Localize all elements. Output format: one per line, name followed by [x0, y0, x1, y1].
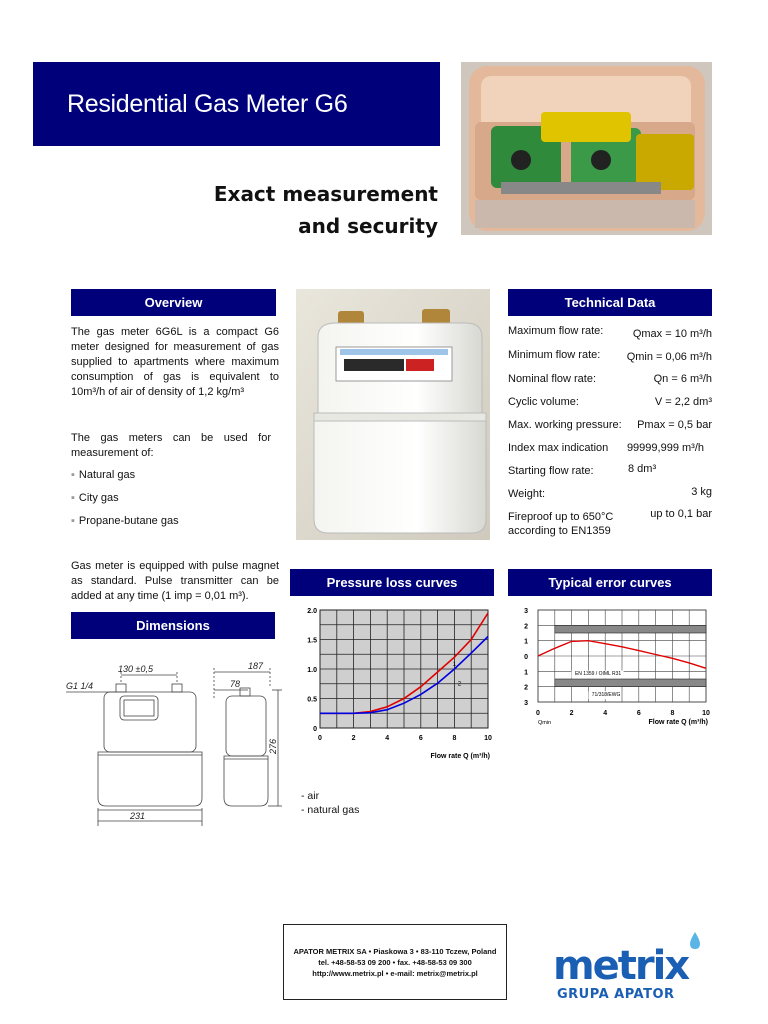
list-item-label: Natural gas — [78, 469, 136, 481]
logo-subtitle: GRUPA APATOR — [557, 987, 675, 1002]
page-title: Residential Gas Meter G6 — [67, 90, 348, 118]
droplet-icon — [690, 932, 700, 949]
overview-paragraph-3: Gas meter is equipped with pulse magnet as standard. Pulse transmitter can be added at any time (1 imp = 0,01 m³). — [71, 560, 279, 602]
y-tick-label: 3 — [524, 608, 528, 615]
overview-paragraph-2: The gas meters can be used for measurement of: — [71, 432, 271, 459]
error-curves-chart — [514, 604, 714, 734]
list-item: ▪ Natural gas — [71, 469, 136, 481]
row-label: Maximum flow rate: — [508, 325, 604, 337]
row-label: Fireproof up to 650°C according to EN1359 — [508, 511, 614, 537]
address-line-2: tel. +48-58-53 09 200 • fax. +48-58-53 09 300 — [318, 958, 472, 967]
overview-paragraph-1: The gas meter 6G6L is a compact G6 meter designed for measurement of gas supplied to apartments where maximum consumption of gas is equivalent to 10m³/h of air of density of 1,2 kg/m³ — [71, 326, 279, 398]
pressure-loss-chart — [296, 602, 500, 772]
dimensions-heading: Dimensions — [71, 612, 275, 639]
annotation-label: EN 1359 / OIML R31 — [574, 670, 622, 677]
meter-cutaway-illustration — [461, 62, 712, 235]
row-label: Minimum flow rate: — [508, 349, 601, 361]
dim-187-label: 187 — [248, 661, 264, 671]
annotation-label: 71/318/EWG — [591, 692, 621, 699]
technical-data-table — [508, 324, 712, 544]
y-tick-label: 2 — [524, 623, 528, 631]
annotation-label: 2 — [457, 681, 462, 688]
row-value: 99999,999 m³/h — [626, 442, 704, 454]
row-value: Qmin = 0,06 m³/h — [626, 351, 712, 363]
x-axis-label: Flow rate Q (m³/h) — [430, 753, 490, 760]
y-tick-label: 1.5 — [307, 637, 317, 645]
tolerance-band — [555, 625, 706, 633]
x-tick-label: 4 — [603, 710, 608, 717]
x-tick-label: 8 — [452, 735, 457, 742]
dim-78-label: 78 — [230, 679, 241, 689]
title-banner — [33, 62, 440, 146]
x-tick-label: 0 — [536, 710, 540, 717]
row-value: 3 kg — [691, 486, 712, 498]
tagline — [214, 178, 438, 242]
error-curves-heading: Typical error curves — [508, 569, 712, 596]
legend-natural-gas: - natural gas — [301, 804, 360, 816]
y-tick-label: 0.5 — [307, 696, 317, 704]
list-item-label: Propane-butane gas — [78, 515, 179, 527]
tolerance-band — [555, 679, 706, 687]
x-tick-label: 10 — [484, 735, 492, 742]
y-tick-label: 0 — [524, 654, 528, 661]
address-box — [283, 924, 507, 1000]
y-tick-label: 3 — [524, 700, 528, 707]
y-tick-label: 1 — [524, 669, 528, 677]
x-axis-label: Flow rate Q (m³/h) — [648, 719, 708, 726]
pressure-loss-svg — [296, 602, 500, 772]
x-tick-label: 6 — [418, 735, 423, 742]
row-label: Starting flow rate: — [508, 465, 594, 477]
row-value: Pmax = 0,5 bar — [637, 419, 712, 431]
y-tick-label: 2 — [524, 684, 528, 692]
row-value: Qmax = 10 m³/h — [632, 328, 712, 340]
x-tick-label: 10 — [702, 710, 710, 717]
row-value: Qn = 6 m³/h — [653, 373, 712, 385]
y-tick-label: 1.0 — [307, 667, 317, 674]
annotation-label: Qmin — [538, 720, 552, 726]
row-label: Cyclic volume: — [508, 396, 579, 408]
tagline-line1: Exact measurement — [213, 182, 438, 206]
address-line-1: APATOR METRIX SA • Piaskowa 3 • 83-110 Tczew, Poland — [293, 947, 497, 956]
pressure-loss-heading: Pressure loss curves — [290, 569, 494, 596]
row-value: V = 2,2 dm³ — [654, 396, 712, 408]
list-item-label: City gas — [78, 492, 119, 504]
dim-g-label: G1 1/4 — [66, 681, 94, 691]
technical-data-heading: Technical Data — [508, 289, 712, 316]
overview-heading: Overview — [71, 289, 276, 316]
x-tick-label: 2 — [351, 735, 356, 742]
metrix-logo-svg — [553, 930, 713, 1002]
meter-photo — [296, 289, 490, 540]
list-item: ▪ Propane-butane gas — [71, 515, 179, 527]
row-label: Weight: — [508, 488, 546, 500]
x-tick-label: 8 — [670, 710, 675, 717]
row-value: 8 dm³ — [628, 463, 657, 475]
y-tick-label: 0 — [313, 726, 317, 733]
row-value: up to 0,1 bar — [650, 508, 712, 520]
dimension-drawing-svg — [64, 658, 290, 828]
error-curves-svg — [514, 604, 714, 734]
gas-meter-illustration — [296, 289, 490, 540]
x-tick-label: 6 — [636, 710, 641, 717]
tagline-line2: and security — [298, 214, 438, 238]
dim-130-label: 130 ±0,5 — [118, 664, 153, 674]
address-line-3: http://www.metrix.pl • e-mail: metrix@metrix.pl — [312, 969, 478, 978]
dimensions-drawing — [64, 658, 290, 828]
metrix-logo — [553, 930, 713, 1002]
gas-type-list — [71, 468, 271, 529]
meter-cutaway-image — [461, 62, 712, 235]
x-tick-label: 0 — [318, 735, 322, 742]
row-label: Index max indication — [508, 442, 609, 454]
annotation-label: 1 — [452, 662, 457, 669]
x-tick-label: 2 — [569, 710, 574, 717]
chart-legend — [301, 789, 359, 817]
legend-air: - air — [301, 790, 320, 802]
x-tick-label: 4 — [385, 735, 390, 742]
y-tick-label: 2.0 — [307, 608, 317, 615]
y-tick-label: 1 — [524, 638, 528, 646]
row-label: Max. working pressure: — [508, 419, 622, 431]
logo-wordmark: metrix — [553, 943, 689, 989]
row-label: Nominal flow rate: — [508, 373, 597, 385]
list-item: ▪ City gas — [71, 492, 119, 504]
dim-276-label: 276 — [268, 738, 278, 754]
dim-231-label: 231 — [130, 811, 146, 821]
